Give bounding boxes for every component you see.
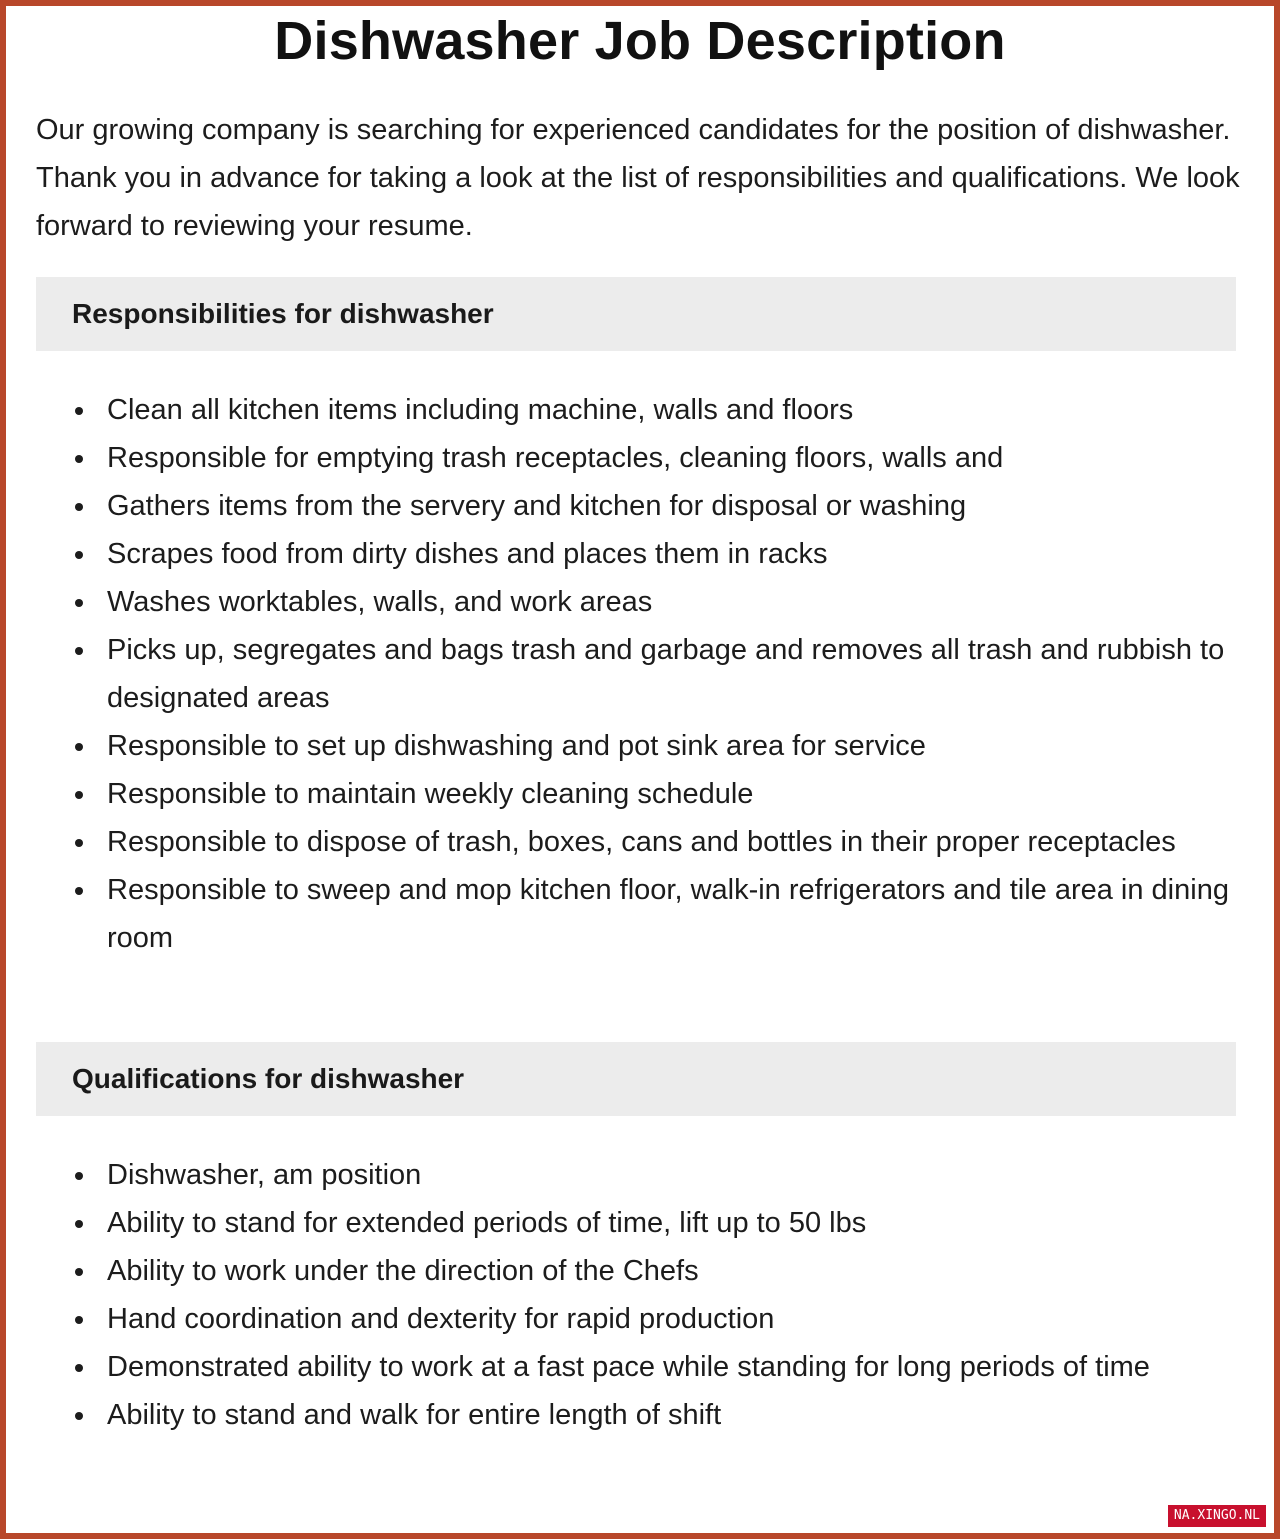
list-item: Gathers items from the servery and kitchen for disposal or washing [36, 482, 1244, 530]
responsibilities-heading: Responsibilities for dishwasher [36, 277, 1236, 351]
list-item: Responsible to dispose of trash, boxes, cans and bottles in their proper receptacles [36, 818, 1244, 866]
list-item: Ability to work under the direction of the Chefs [36, 1247, 1244, 1295]
list-item: Ability to stand and walk for entire length of shift [36, 1391, 1244, 1439]
list-item: Responsible to maintain weekly cleaning schedule [36, 770, 1244, 818]
list-item: Hand coordination and dexterity for rapid production [36, 1295, 1244, 1343]
list-item: Responsible for emptying trash receptacles, cleaning floors, walls and [36, 434, 1244, 482]
list-item: Responsible to sweep and mop kitchen floor, walk-in refrigerators and tile area in dining room [36, 866, 1244, 962]
list-item: Clean all kitchen items including machine, walls and floors [36, 386, 1244, 434]
list-item: Picks up, segregates and bags trash and garbage and removes all trash and rubbish to designated areas [36, 626, 1244, 722]
list-item: Responsible to set up dishwashing and pot sink area for service [36, 722, 1244, 770]
page-title: Dishwasher Job Description [274, 11, 1006, 71]
list-item: Washes worktables, walls, and work areas [36, 578, 1244, 626]
watermark: NA.XINGO.NL [1168, 1505, 1266, 1527]
responsibilities-list [36, 386, 1244, 962]
qualifications-heading: Qualifications for dishwasher [36, 1042, 1236, 1116]
list-item: Demonstrated ability to work at a fast pace while standing for long periods of time [36, 1343, 1244, 1391]
list-item: Scrapes food from dirty dishes and places them in racks [36, 530, 1244, 578]
qualifications-list [36, 1151, 1244, 1439]
list-item: Dishwasher, am position [36, 1151, 1244, 1199]
intro-paragraph: Our growing company is searching for experienced candidates for the position of dishwasher. Thank you in advance for taking a look at the list of responsibilities and qualifications. We look forward to reviewing your resume. [36, 114, 1240, 242]
list-item: Ability to stand for extended periods of time, lift up to 50 lbs [36, 1199, 1244, 1247]
